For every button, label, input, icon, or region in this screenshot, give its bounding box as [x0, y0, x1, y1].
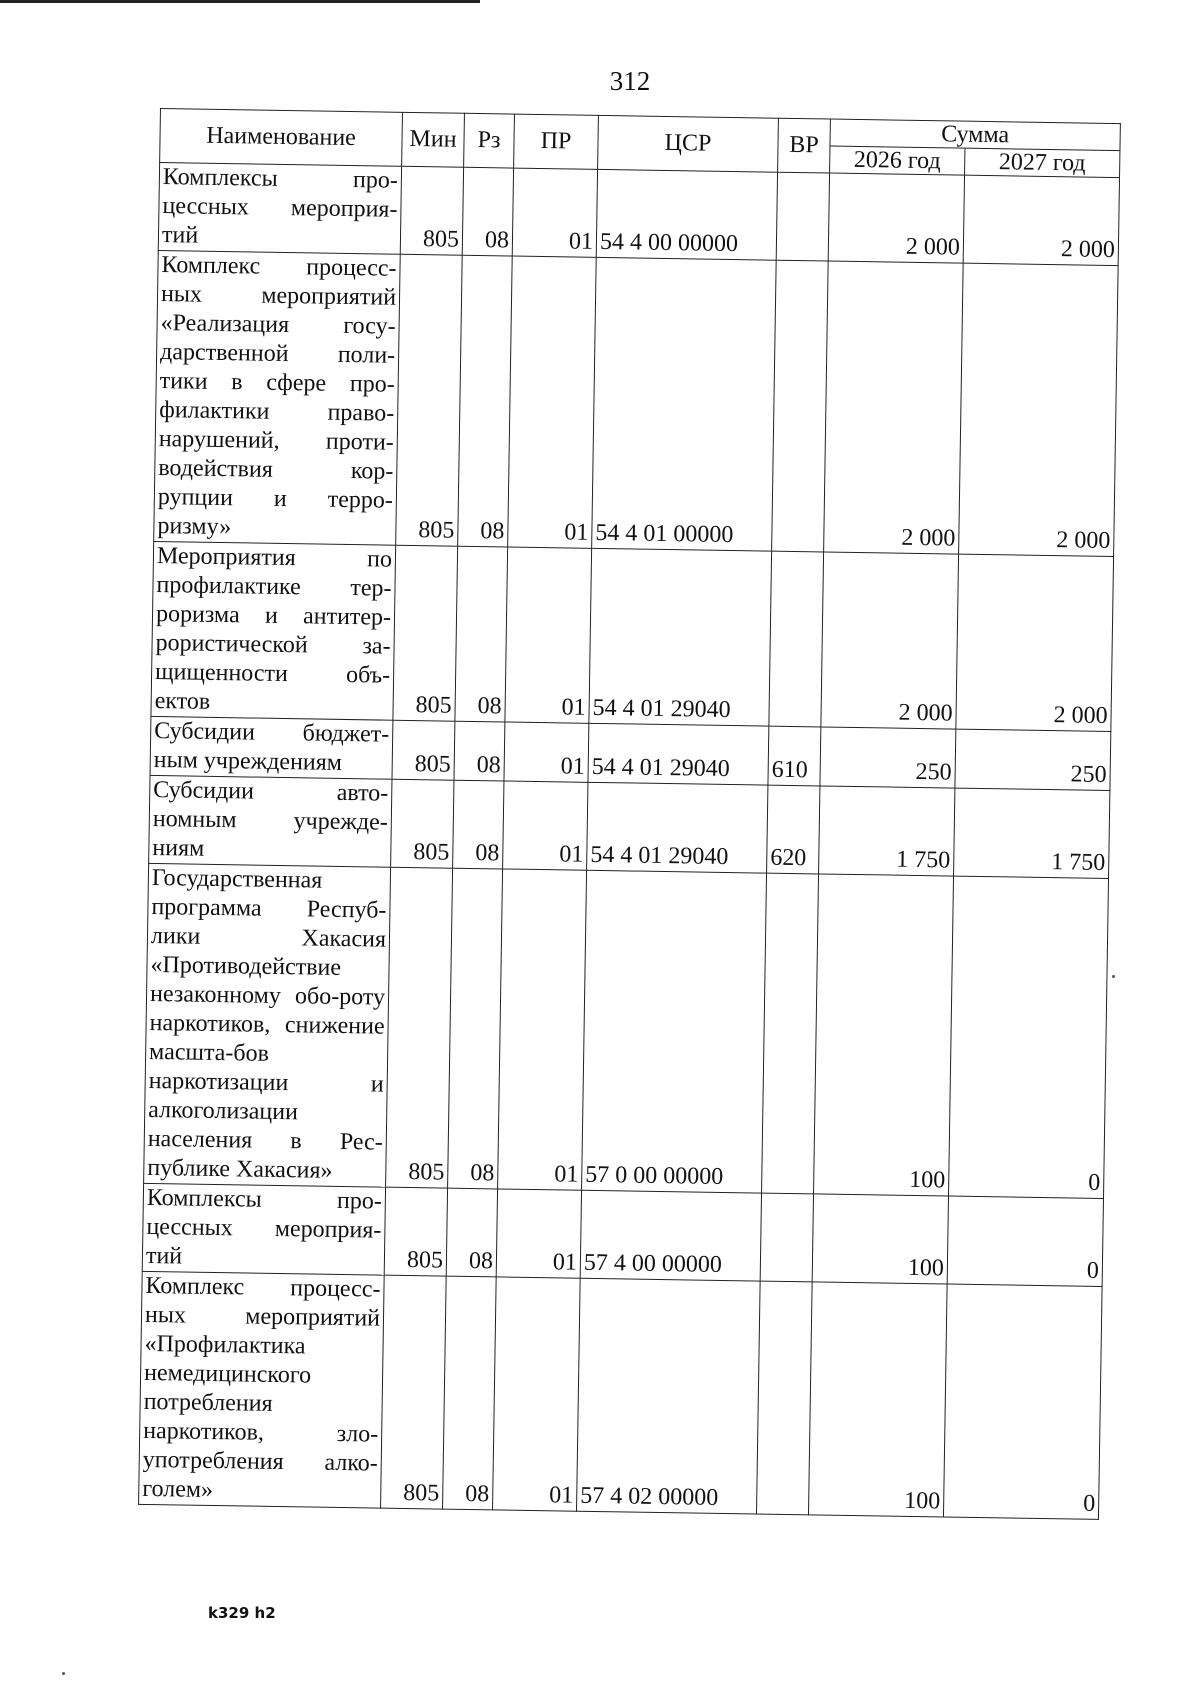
footer-code: k329 h2 — [208, 1604, 276, 1622]
cell-name: Комплекс процесс-ных мероприятий «Реализация госу-дарственной поли-тики в сфере про-филактики право-нарушений, проти-водействия кор-рупции и терро-ризму» — [154, 250, 401, 545]
cell-name: Субсидии бюджет-ным учреждениям — [150, 716, 393, 779]
table-row — [144, 863, 1109, 1198]
cell-csr: 54 4 01 29040 — [587, 782, 768, 873]
cell-min: 805 — [386, 867, 453, 1188]
cell-vr — [760, 1193, 813, 1282]
cell-vr — [756, 1281, 812, 1515]
cell-min: 805 — [400, 166, 463, 255]
cell-sum-2026: 2 000 — [828, 173, 964, 263]
cell-name: Государственная программа Респуб-лики Хакасия «Противодействие незаконному обо-роту наркотиков, снижение масшта-бов наркотизации и алкоголизации населения в Рес-публике Хакасия» — [144, 863, 391, 1187]
cell-sum-2026: 100 — [814, 874, 954, 1196]
cell-sum-2027: 0 — [947, 1196, 1103, 1286]
cell-vr: 610 — [768, 726, 821, 786]
cell-sum-2026: 2 000 — [821, 552, 959, 729]
header-csr: ЦСР — [598, 115, 779, 172]
cell-csr: 57 4 00 00000 — [580, 1190, 761, 1281]
cell-rz: 08 — [443, 1276, 497, 1510]
cell-csr: 57 0 00 00000 — [582, 870, 767, 1193]
header-rz: Рз — [464, 113, 515, 168]
header-name: Наименование — [160, 109, 403, 167]
cell-min: 805 — [393, 545, 458, 721]
table-row — [139, 1271, 1103, 1519]
cell-rz: 08 — [458, 255, 513, 547]
cell-pr: 01 — [498, 869, 587, 1190]
header-row — [160, 109, 1120, 151]
cell-rz: 08 — [462, 167, 513, 256]
cell-sum-2027: 2 000 — [963, 175, 1119, 265]
cell-sum-2027: 1 750 — [954, 788, 1110, 878]
cell-pr: 01 — [496, 1189, 581, 1278]
cell-min: 805 — [392, 720, 455, 780]
cell-sum-2026: 2 000 — [824, 261, 964, 554]
cell-rz: 08 — [448, 868, 503, 1189]
header-min: Мин — [402, 112, 465, 167]
table-row — [149, 775, 1110, 878]
cell-sum-2026: 250 — [820, 727, 956, 788]
cell-name: Мероприятия по профилактике тер-роризма и антитер-рористической за-щищенности объ-ектов — [151, 541, 396, 720]
cell-min: 805 — [384, 1187, 447, 1276]
scan-edge-line — [0, 0, 480, 3]
cell-name: Субсидии авто-номным учрежде-ниям — [149, 775, 392, 867]
cell-csr: 54 4 00 00000 — [596, 169, 777, 260]
cell-rz: 08 — [446, 1188, 497, 1277]
table-row — [142, 1183, 1103, 1286]
cell-sum-2027: 2 000 — [956, 554, 1114, 731]
cell-vr — [769, 551, 824, 727]
cell-csr: 54 4 01 29040 — [589, 548, 772, 726]
cell-sum-2027: 250 — [955, 729, 1111, 790]
header-pr: ПР — [514, 114, 599, 169]
cell-vr — [776, 172, 829, 261]
cell-sum-2027: 0 — [943, 1284, 1102, 1519]
cell-vr — [772, 260, 829, 552]
header-sum: Сумма — [830, 119, 1120, 151]
cell-rz: 08 — [454, 721, 505, 781]
cell-sum-2026: 100 — [808, 1282, 947, 1517]
cell-name: Комплексы про-цессных мероприя-тий — [142, 1183, 385, 1275]
cell-name: Комплекс процесс-ных мероприятий «Профилактика немедицинского потребления наркотиков, зло-употребления алко-голем» — [139, 1271, 385, 1508]
cell-vr — [762, 873, 819, 1194]
cell-pr: 01 — [504, 722, 589, 782]
budget-table — [138, 108, 1121, 1520]
cell-pr: 01 — [508, 256, 597, 548]
cell-vr: 620 — [767, 785, 820, 874]
page-number: 312 — [609, 66, 651, 96]
table-row — [154, 250, 1118, 556]
cell-pr: 01 — [493, 1277, 581, 1511]
table-body — [139, 163, 1120, 1520]
cell-sum-2026: 1 750 — [819, 786, 955, 876]
cell-min: 805 — [396, 254, 463, 546]
budget-table-sheet — [138, 108, 1120, 1520]
cell-rz: 08 — [455, 546, 508, 722]
header-vr: ВР — [778, 118, 831, 173]
header-year-2027: 2027 год — [965, 148, 1120, 177]
cell-pr: 01 — [505, 547, 592, 723]
cell-min: 805 — [391, 779, 454, 868]
cell-sum-2026: 100 — [812, 1194, 948, 1284]
scan-speck — [62, 1672, 65, 1675]
cell-pr: 01 — [503, 781, 588, 870]
cell-sum-2027: 0 — [949, 876, 1109, 1198]
cell-name: Комплексы про-цессных мероприя-тий — [158, 163, 401, 255]
cell-rz: 08 — [453, 780, 504, 869]
cell-min: 805 — [381, 1275, 447, 1509]
cell-sum-2027: 2 000 — [959, 263, 1119, 556]
cell-csr: 57 4 02 00000 — [577, 1278, 761, 1514]
table-row — [151, 541, 1114, 731]
cell-csr: 54 4 01 00000 — [592, 257, 777, 551]
header-year-2026: 2026 год — [830, 146, 965, 175]
cell-csr: 54 4 01 29040 — [588, 723, 769, 785]
table-row — [158, 163, 1119, 266]
scan-speck — [1112, 975, 1115, 978]
cell-pr: 01 — [512, 168, 597, 257]
